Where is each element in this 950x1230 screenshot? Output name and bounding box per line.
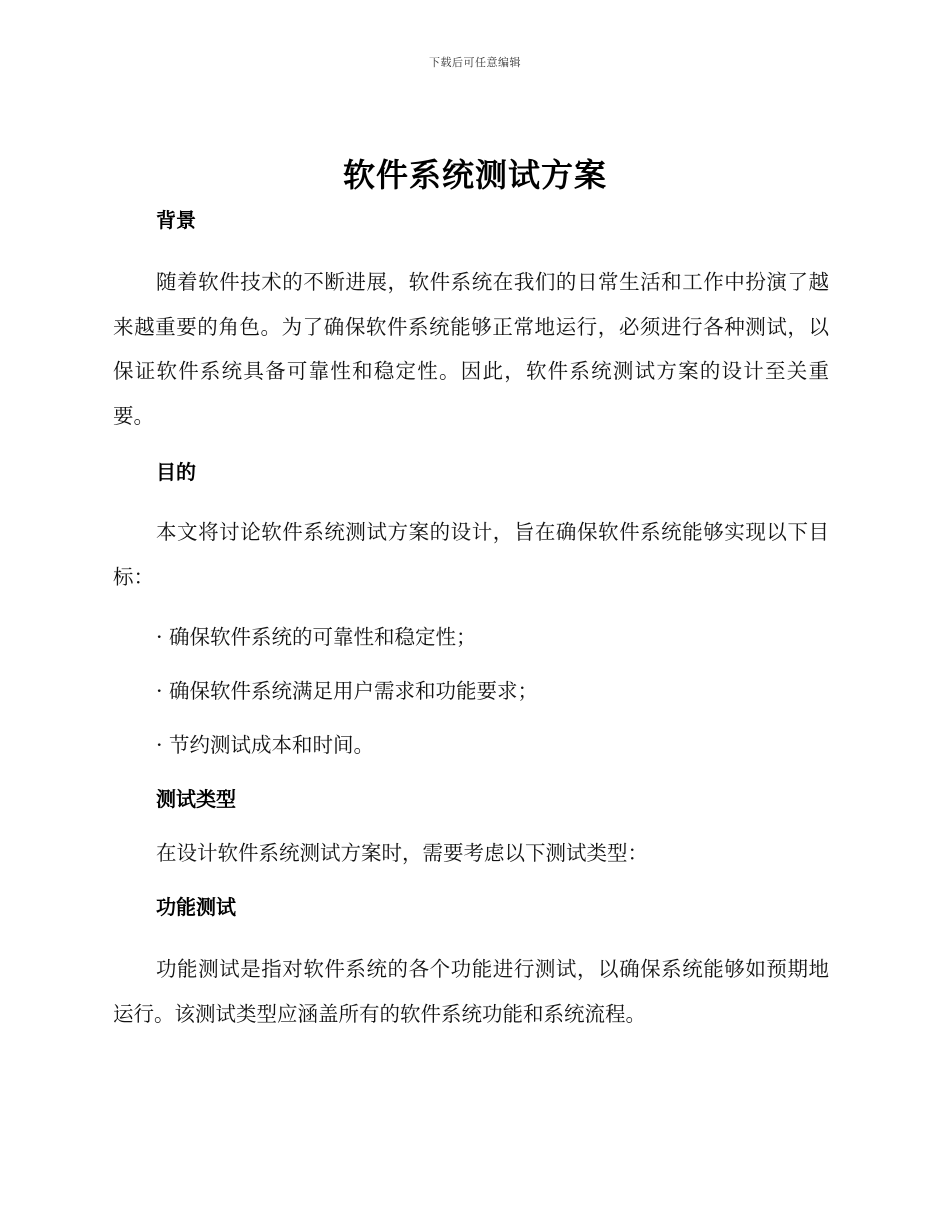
- purpose-bullet-item: · 确保软件系统满足用户需求和功能要求；: [156, 679, 539, 703]
- purpose-bullet-item: · 节约测试成本和时间。: [156, 733, 375, 757]
- header-note: 下载后可任意编辑: [429, 56, 521, 69]
- section-heading-functional-test: 功能测试: [156, 895, 236, 919]
- section-heading-background: 背景: [156, 208, 196, 232]
- paragraph-background: 随着软件技术的不断进展，软件系统在我们的日常生活和工作中扮演了越来越重要的角色。为了确保软件系统能够正常地运行，必须进行各种测试，以保证软件系统具备可靠性和稳定性。因此，软件系统测试方案的设计至关重要。: [113, 270, 829, 428]
- purpose-bullet-item: · 确保软件系统的可靠性和稳定性；: [156, 625, 477, 649]
- document-title: 软件系统测试方案: [342, 156, 607, 194]
- document-body: [113, 204, 829, 1036]
- paragraph-test-types: 在设计软件系统测试方案时，需要考虑以下测试类型：: [156, 841, 648, 865]
- paragraph-functional-test: 功能测试是指对软件系统的各个功能进行测试，以确保系统能够如预期地运行。该测试类型应涵盖所有的软件系统功能和系统流程。: [113, 957, 829, 1026]
- section-heading-purpose: 目的: [156, 460, 196, 484]
- paragraph-purpose: 本文将讨论软件系统测试方案的设计，旨在确保软件系统能够实现以下目标：: [113, 520, 829, 589]
- section-heading-test-types: 测试类型: [156, 787, 236, 811]
